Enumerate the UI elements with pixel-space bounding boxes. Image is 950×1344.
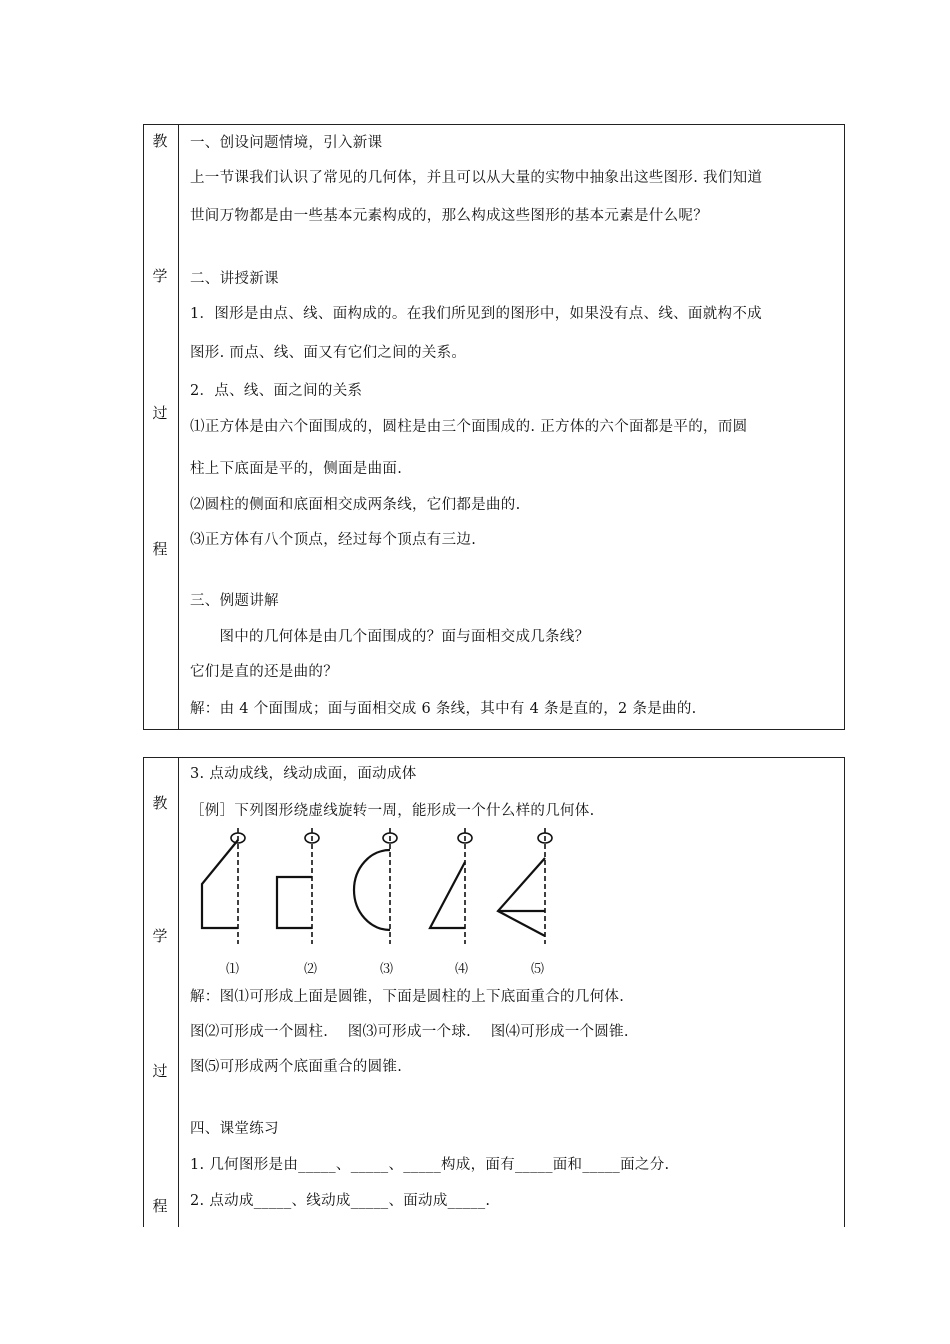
heading-new-lesson: 二、讲授新课 bbox=[190, 271, 279, 287]
side-label-teach: 教 bbox=[152, 132, 168, 150]
heading-point-line-surface: 3. 点动成线，线动成面，面动成体 bbox=[190, 766, 417, 782]
heading-examples: 三、例题讲解 bbox=[190, 593, 279, 609]
figure-caption-1: ⑴ bbox=[226, 962, 240, 977]
figure-4 bbox=[430, 828, 472, 944]
figure-caption-4: ⑷ bbox=[455, 962, 469, 977]
paragraph-line: 柱上下底面是平的，侧面是曲面. bbox=[190, 461, 403, 477]
example-question: ［例］下列图形绕虚线旋转一周，能形成一个什么样的几何体. bbox=[190, 803, 595, 819]
rotation-figures bbox=[180, 826, 580, 944]
paragraph-line: 它们是直的还是曲的？ bbox=[190, 664, 338, 680]
solution-line: 图⑵可形成一个圆柱. 图⑶可形成一个球. 图⑷可形成一个圆锥. bbox=[190, 1024, 629, 1040]
side-label-teach: 教 bbox=[152, 794, 168, 812]
paragraph-line: 图形. 而点、线、面又有它们之间的关系。 bbox=[190, 345, 467, 361]
exercise-2: 2. 点动成_____、线动成_____、面动成_____. bbox=[190, 1193, 491, 1209]
side-label-course: 程 bbox=[152, 540, 168, 558]
figure-5 bbox=[498, 828, 552, 944]
paragraph-line: 1．图形是由点、线、面构成的。在我们所见到的图形中，如果没有点、线、面就构不成 bbox=[190, 306, 762, 322]
table-1-divider bbox=[178, 124, 179, 730]
paragraph-line: 2．点、线、面之间的关系 bbox=[190, 383, 363, 399]
heading-practice: 四、课堂练习 bbox=[190, 1121, 279, 1137]
figure-caption-2: ⑵ bbox=[304, 962, 318, 977]
paragraph-line: ⑶正方体有八个顶点，经过每个顶点有三边. bbox=[190, 532, 477, 548]
figure-caption-5: ⑸ bbox=[531, 962, 545, 977]
exercise-1: 1. 几何图形是由_____、_____、_____构成，面有_____面和_____面之分. bbox=[190, 1157, 670, 1173]
paragraph-line: ⑵圆柱的侧面和底面相交成两条线，它们都是曲的. bbox=[190, 497, 521, 513]
side-label-process: 过 bbox=[152, 1062, 168, 1080]
paragraph-line: 世间万物都是由一些基本元素构成的，那么构成这些图形的基本元素是什么呢？ bbox=[190, 208, 708, 224]
heading-intro: 一、创设问题情境，引入新课 bbox=[190, 135, 383, 151]
solution-line: 图⑸可形成两个底面重合的圆锥. bbox=[190, 1059, 403, 1075]
solution-line: 解：图⑴可形成上面是圆锥，下面是圆柱的上下底面重合的几何体. bbox=[190, 989, 625, 1005]
side-label-course: 程 bbox=[152, 1197, 168, 1215]
side-label-process: 过 bbox=[152, 404, 168, 422]
paragraph-line: 上一节课我们认识了常见的几何体，并且可以从大量的实物中抽象出这些图形. 我们知道 bbox=[190, 170, 763, 186]
paragraph-line: 图中的几何体是由几个面围成的？面与面相交成几条线？ bbox=[190, 629, 590, 645]
table-2-divider bbox=[178, 757, 179, 1227]
paragraph-line: ⑴正方体是由六个面围成的，圆柱是由三个面围成的. 正方体的六个面都是平的，而圆 bbox=[190, 419, 748, 435]
side-label-learn: 学 bbox=[152, 267, 168, 285]
figure-caption-3: ⑶ bbox=[380, 962, 394, 977]
figure-3 bbox=[354, 828, 397, 944]
figure-2 bbox=[277, 828, 319, 944]
figure-1 bbox=[202, 828, 245, 944]
paragraph-line: 解：由 4 个面围成；面与面相交成 6 条线，其中有 4 条是直的，2 条是曲的. bbox=[190, 701, 697, 717]
side-label-learn: 学 bbox=[152, 927, 168, 945]
